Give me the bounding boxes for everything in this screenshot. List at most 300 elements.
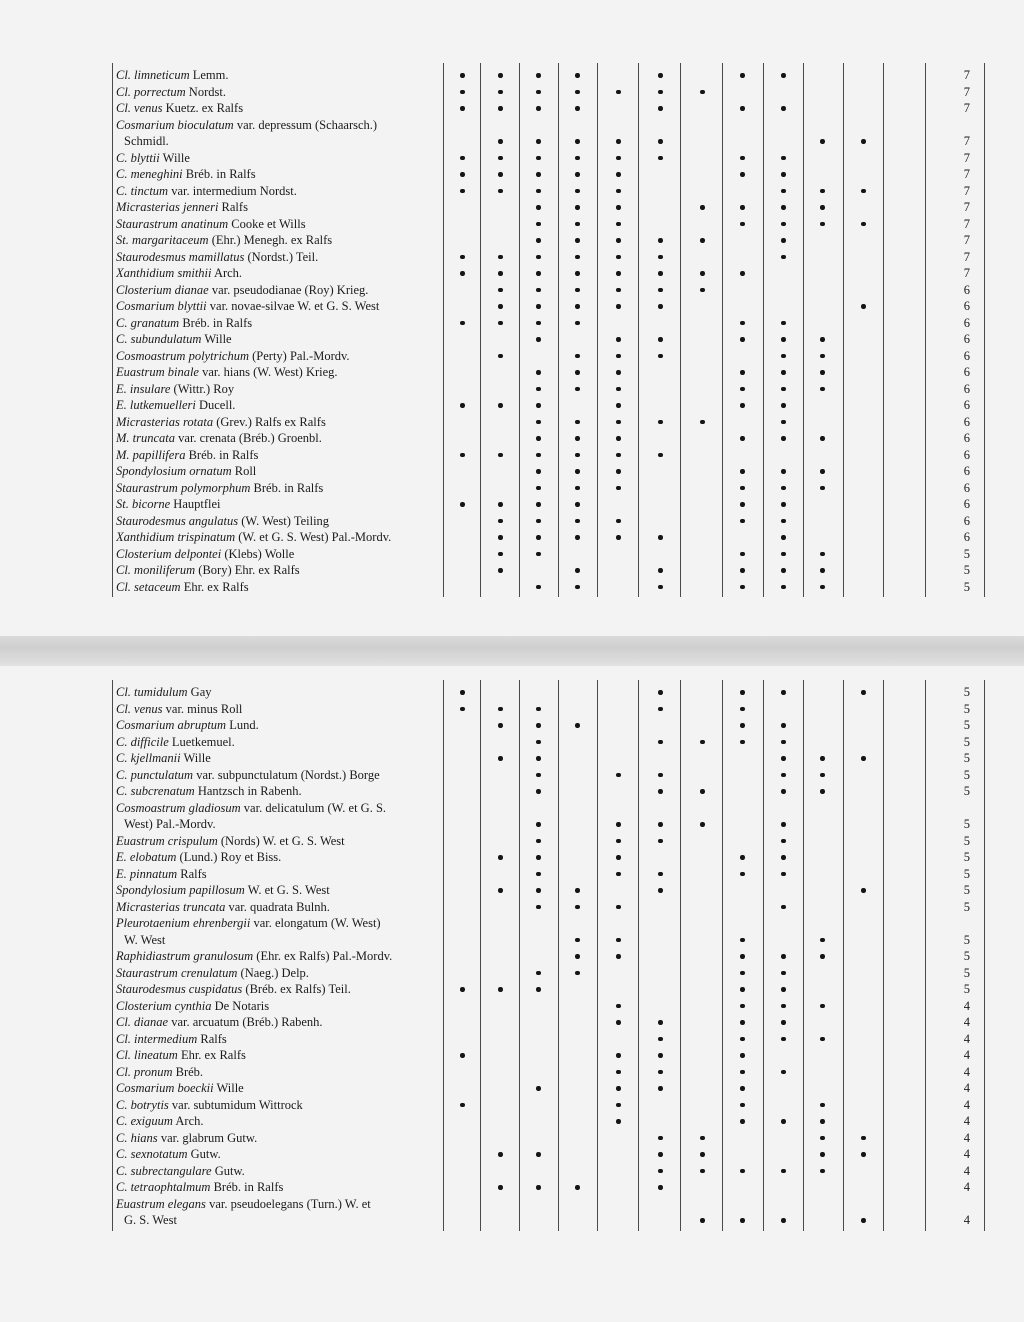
occurrence-dot: [861, 1152, 866, 1157]
occurrence-dot: [575, 172, 580, 177]
species-binomial: C. hians: [116, 1130, 158, 1145]
occurrence-dot: [820, 1004, 825, 1009]
occurrence-dot: [536, 172, 541, 177]
species-name: [116, 1064, 441, 1081]
occurrence-dot: [820, 1119, 825, 1124]
table-row: [0, 1047, 1024, 1064]
species-name: [116, 232, 441, 249]
occurrence-dot: [658, 271, 663, 276]
occurrence-dot: [460, 321, 465, 326]
occurrence-dot: [616, 839, 621, 844]
occurrence-count: 6: [963, 414, 970, 429]
occurrence-dot: [740, 222, 745, 227]
occurrence-dot: [861, 1218, 866, 1223]
species-authority: (Nords) W. et G. S. West: [220, 833, 345, 848]
table-row: [0, 998, 1024, 1015]
occurrence-dot: [700, 90, 705, 95]
occurrence-dot: [820, 387, 825, 392]
species-name: [116, 1097, 441, 1114]
occurrence-dot: [616, 238, 621, 243]
occurrence-dot: [536, 552, 541, 557]
occurrence-dot: [575, 905, 580, 910]
occurrence-dot: [781, 1037, 786, 1042]
table-row: [0, 849, 1024, 866]
page-top-sheet: [0, 0, 1024, 636]
occurrence-dot: [616, 205, 621, 210]
species-authority: Arch.: [175, 1114, 204, 1128]
species-name: [116, 1080, 441, 1097]
table-row: [0, 882, 1024, 899]
species-authority: (W. West) Teiling: [241, 513, 330, 528]
species-name: [116, 882, 441, 899]
occurrence-count: 6: [963, 348, 970, 363]
occurrence-dot: [740, 205, 745, 210]
occurrence-dot: [616, 354, 621, 359]
species-authority: var. pseudodianae (Roy) Krieg.: [211, 282, 369, 297]
species-binomial: C. punctulatum: [116, 767, 194, 782]
occurrence-dot: [536, 888, 541, 893]
species-binomial: C. subundulatum: [116, 332, 202, 346]
occurrence-count: 4: [963, 998, 970, 1013]
species-name: [116, 915, 441, 932]
occurrence-dot: [658, 73, 663, 78]
occurrence-dot: [616, 420, 621, 425]
occurrence-count: 5: [963, 734, 970, 749]
occurrence-count: 4: [963, 1015, 970, 1029]
occurrence-dot: [781, 855, 786, 860]
species-name: [116, 414, 441, 431]
occurrence-count: 4: [963, 1097, 970, 1112]
occurrence-dot: [536, 288, 541, 293]
occurrence-dot: [460, 1053, 465, 1058]
species-name: [116, 397, 441, 414]
table-row: [0, 1097, 1024, 1114]
occurrence-dot: [700, 420, 705, 425]
species-name: [116, 1014, 441, 1031]
occurrence-dot: [658, 740, 663, 745]
occurrence-dot: [575, 205, 580, 210]
occurrence-dot: [781, 773, 786, 778]
species-name: [116, 463, 441, 480]
species-name: [116, 579, 441, 596]
occurrence-dot: [740, 723, 745, 728]
species-authority: var. pseudoelegans (Turn.) W. et: [209, 1196, 371, 1211]
species-authority: (Nordst.) Teil.: [247, 249, 319, 264]
table-row: [0, 282, 1024, 299]
occurrence-dot: [820, 1152, 825, 1157]
occurrence-dot: [781, 839, 786, 844]
occurrence-count: 4: [963, 1180, 970, 1194]
species-authority: Bréb. in Ralfs: [182, 315, 253, 330]
occurrence-count: 7: [963, 200, 970, 214]
occurrence-dot: [616, 855, 621, 860]
occurrence-dot: [740, 436, 745, 441]
species-binomial: Staurodesmus cuspidatus: [116, 982, 243, 996]
species-name: [116, 965, 441, 982]
occurrence-dot: [820, 789, 825, 794]
species-authority: var. subtumidum Wittrock: [171, 1097, 303, 1112]
species-name: [116, 717, 441, 734]
occurrence-dot: [740, 1218, 745, 1223]
occurrence-count: 7: [963, 68, 970, 82]
species-authority: Ralfs: [180, 866, 207, 881]
species-binomial: Euastrum binale: [116, 365, 199, 379]
occurrence-dot: [460, 90, 465, 95]
occurrence-dot: [536, 469, 541, 474]
occurrence-dot: [616, 304, 621, 309]
table-row: [0, 965, 1024, 982]
occurrence-dot: [575, 954, 580, 959]
occurrence-dot: [536, 905, 541, 910]
occurrence-dot: [536, 420, 541, 425]
occurrence-dot: [781, 535, 786, 540]
occurrence-dot: [575, 420, 580, 425]
occurrence-dot: [820, 938, 825, 943]
species-authority: var. minus Roll: [165, 701, 243, 716]
species-authority: Bréb. in Ralfs: [188, 447, 259, 462]
species-binomial: Closterium delpontei: [116, 546, 222, 561]
species-name: [116, 67, 441, 84]
occurrence-dot: [740, 585, 745, 590]
species-name: [116, 381, 441, 398]
occurrence-dot: [700, 740, 705, 745]
species-authority: Bréb. in Ralfs: [253, 480, 324, 495]
occurrence-dot: [740, 387, 745, 392]
species-authority: Lemm.: [192, 68, 229, 82]
occurrence-dot: [536, 773, 541, 778]
table-row: [0, 1146, 1024, 1163]
occurrence-dot: [781, 1020, 786, 1025]
occurrence-dot: [658, 453, 663, 458]
species-name: [116, 298, 441, 315]
occurrence-dot: [781, 872, 786, 877]
occurrence-dot: [498, 288, 503, 293]
species-authority: (Klebs) Wolle: [224, 546, 295, 561]
table-row: [0, 734, 1024, 751]
occurrence-dot: [658, 822, 663, 827]
occurrence-dot: [536, 585, 541, 590]
species-authority: Luetkemuel.: [171, 734, 235, 749]
species-name: [116, 480, 441, 497]
occurrence-count: 4: [963, 1130, 970, 1145]
species-name: [116, 282, 441, 299]
species-authority: Arch.: [213, 266, 243, 280]
occurrence-count: 6: [963, 315, 970, 330]
occurrence-dot: [460, 106, 465, 111]
occurrence-dot: [781, 1070, 786, 1075]
occurrence-dot: [498, 156, 503, 161]
occurrence-dot: [820, 1136, 825, 1141]
occurrence-dot: [781, 255, 786, 260]
occurrence-dot: [781, 172, 786, 177]
table-row: [0, 546, 1024, 563]
table-row: [0, 1212, 1024, 1229]
occurrence-dot: [658, 106, 663, 111]
occurrence-dot: [536, 139, 541, 144]
occurrence-dot: [740, 502, 745, 507]
table-row: [0, 562, 1024, 579]
occurrence-dot: [575, 585, 580, 590]
occurrence-dot: [536, 222, 541, 227]
occurrence-dot: [781, 189, 786, 194]
table-row: [0, 249, 1024, 266]
species-binomial: Cl. dianae: [116, 1015, 169, 1029]
occurrence-dot: [536, 370, 541, 375]
occurrence-dot: [740, 469, 745, 474]
species-binomial: Micrasterias truncata: [116, 899, 226, 914]
occurrence-dot: [700, 789, 705, 794]
species-authority: (Naeg.) Delp.: [240, 965, 309, 980]
species-binomial: Cl. intermedium: [116, 1031, 198, 1046]
occurrence-dot: [740, 872, 745, 877]
occurrence-dot: [575, 486, 580, 491]
species-name: [116, 546, 441, 563]
occurrence-dot: [575, 453, 580, 458]
species-authority: (Bréb. ex Ralfs) Teil.: [245, 982, 351, 996]
table-row: [0, 1031, 1024, 1048]
occurrence-count: 6: [963, 398, 970, 412]
occurrence-count: 6: [963, 299, 970, 313]
species-name: [116, 1047, 441, 1064]
occurrence-dot: [536, 740, 541, 745]
species-authority: De Notaris: [214, 998, 270, 1013]
occurrence-dot: [781, 73, 786, 78]
occurrence-dot: [616, 90, 621, 95]
species-authority: Lund.: [229, 718, 259, 732]
species-binomial: Cosmarium blyttii: [116, 299, 207, 313]
table-row: [0, 899, 1024, 916]
species-binomial: C. exiguum: [116, 1114, 173, 1128]
occurrence-dot: [700, 822, 705, 827]
occurrence-dot: [740, 73, 745, 78]
occurrence-dot: [781, 552, 786, 557]
table-row: [0, 496, 1024, 513]
occurrence-dot: [575, 723, 580, 728]
occurrence-dot: [498, 1185, 503, 1190]
species-authority: (Perty) Pal.-Mordv.: [252, 348, 350, 363]
occurrence-dot: [658, 888, 663, 893]
occurrence-dot: [616, 519, 621, 524]
occurrence-count: 4: [963, 1213, 970, 1227]
occurrence-dot: [820, 1037, 825, 1042]
species-authority: Nordst.: [188, 84, 226, 99]
occurrence-dot: [658, 872, 663, 877]
occurrence-dot: [498, 552, 503, 557]
species-name: [116, 513, 441, 530]
occurrence-dot: [536, 872, 541, 877]
occurrence-dot: [740, 690, 745, 695]
species-name: [116, 767, 441, 784]
occurrence-dot: [740, 987, 745, 992]
occurrence-count: 6: [963, 332, 970, 346]
occurrence-dot: [740, 172, 745, 177]
species-binomial: C. granatum: [116, 315, 180, 330]
table-row: [0, 529, 1024, 546]
occurrence-dot: [740, 1004, 745, 1009]
species-authority: (Wittr.) Roy: [173, 381, 235, 396]
species-authority: (Ehr. ex Ralfs) Pal.-Mordv.: [256, 949, 393, 963]
species-name: [116, 447, 441, 464]
occurrence-count: 7: [963, 216, 970, 231]
species-binomial: Micrasterias jenneri: [116, 200, 219, 214]
occurrence-dot: [616, 370, 621, 375]
occurrence-dot: [781, 987, 786, 992]
occurrence-count: 5: [963, 982, 970, 996]
occurrence-dot: [460, 987, 465, 992]
occurrence-dot: [658, 304, 663, 309]
species-authority: var. delicatulum (W. et G. S.: [243, 800, 387, 815]
species-authority: var. subpunctulatum (Nordst.) Borge: [196, 767, 380, 782]
occurrence-dot: [536, 321, 541, 326]
occurrence-count: 5: [963, 817, 970, 831]
occurrence-dot: [740, 271, 745, 276]
species-authority: (Ehr.) Menegh. ex Ralfs: [211, 233, 333, 247]
occurrence-count: 5: [963, 718, 970, 732]
species-authority: Cooke et Wills: [231, 216, 306, 231]
occurrence-dot: [781, 403, 786, 408]
occurrence-dot: [740, 1086, 745, 1091]
occurrence-dot: [820, 585, 825, 590]
species-authority: W. et G. S. West: [247, 883, 330, 897]
species-name: [116, 816, 449, 833]
species-name: [116, 1031, 441, 1048]
species-name: [116, 899, 441, 916]
occurrence-dot: [658, 1136, 663, 1141]
occurrence-dot: [575, 73, 580, 78]
occurrence-dot: [740, 321, 745, 326]
occurrence-dot: [658, 288, 663, 293]
table-row: [0, 1179, 1024, 1196]
occurrence-dot: [616, 156, 621, 161]
occurrence-count: 5: [963, 767, 970, 782]
occurrence-dot: [781, 354, 786, 359]
species-binomial: C. meneghini: [116, 167, 183, 181]
occurrence-dot: [616, 773, 621, 778]
occurrence-dot: [575, 436, 580, 441]
occurrence-dot: [820, 552, 825, 557]
occurrence-dot: [536, 789, 541, 794]
occurrence-dot: [575, 888, 580, 893]
occurrence-count: 5: [963, 850, 970, 864]
occurrence-dot: [658, 1086, 663, 1091]
species-authority: Schmidl.: [124, 134, 169, 148]
occurrence-count: 4: [963, 1147, 970, 1161]
species-name: [116, 849, 441, 866]
occurrence-dot: [740, 403, 745, 408]
occurrence-dot: [536, 486, 541, 491]
occurrence-dot: [536, 271, 541, 276]
occurrence-dot: [575, 238, 580, 243]
occurrence-count: 7: [963, 167, 970, 181]
occurrence-count: 6: [963, 480, 970, 495]
occurrence-count: 5: [963, 751, 970, 765]
species-binomial: Cl. moniliferum: [116, 563, 196, 577]
occurrence-dot: [700, 1152, 705, 1157]
occurrence-dot: [861, 304, 866, 309]
occurrence-dot: [781, 954, 786, 959]
species-name: [116, 348, 441, 365]
occurrence-dot: [658, 585, 663, 590]
occurrence-dot: [536, 1185, 541, 1190]
table-row: [0, 414, 1024, 431]
occurrence-dot: [861, 888, 866, 893]
occurrence-dot: [861, 756, 866, 761]
table-row: [0, 133, 1024, 150]
occurrence-dot: [536, 156, 541, 161]
species-name: [116, 364, 441, 381]
occurrence-dot: [700, 288, 705, 293]
occurrence-dot: [616, 905, 621, 910]
species-authority: Kuetz. ex Ralfs: [165, 101, 244, 115]
table-row: [0, 166, 1024, 183]
occurrence-count: 6: [963, 431, 970, 445]
occurrence-count: 6: [963, 530, 970, 544]
occurrence-dot: [820, 1169, 825, 1174]
table-row: [0, 84, 1024, 101]
species-authority: Wille: [183, 751, 211, 765]
occurrence-dot: [616, 189, 621, 194]
occurrence-count: 5: [963, 899, 970, 914]
occurrence-dot: [781, 469, 786, 474]
occurrence-dot: [575, 321, 580, 326]
occurrence-dot: [658, 238, 663, 243]
occurrence-dot: [740, 568, 745, 573]
occurrence-dot: [781, 321, 786, 326]
species-binomial: C. botrytis: [116, 1097, 169, 1112]
occurrence-dot: [781, 723, 786, 728]
species-authority: Ralfs: [200, 1031, 227, 1046]
occurrence-dot: [740, 1053, 745, 1058]
occurrence-dot: [498, 106, 503, 111]
occurrence-dot: [616, 387, 621, 392]
occurrence-dot: [740, 156, 745, 161]
page-fold-gap: [0, 636, 1024, 666]
table-row: [0, 447, 1024, 464]
occurrence-dot: [460, 156, 465, 161]
occurrence-dot: [498, 519, 503, 524]
occurrence-count: 4: [963, 1031, 970, 1046]
occurrence-dot: [616, 436, 621, 441]
occurrence-dot: [498, 139, 503, 144]
occurrence-dot: [536, 106, 541, 111]
occurrence-dot: [616, 938, 621, 943]
species-authority: G. S. West: [124, 1213, 177, 1227]
occurrence-dot: [498, 502, 503, 507]
occurrence-dot: [460, 189, 465, 194]
species-name: [116, 166, 441, 183]
occurrence-dot: [575, 387, 580, 392]
species-authority: Ehr. ex Ralfs: [180, 1048, 246, 1062]
table-row: [0, 750, 1024, 767]
occurrence-dot: [536, 337, 541, 342]
occurrence-dot: [781, 585, 786, 590]
occurrence-dot: [575, 288, 580, 293]
occurrence-dot: [536, 855, 541, 860]
occurrence-dot: [616, 1119, 621, 1124]
species-authority: Hantzsch in Rabenh.: [197, 784, 302, 798]
occurrence-dot: [658, 420, 663, 425]
occurrence-count: 7: [963, 134, 970, 148]
occurrence-dot: [740, 971, 745, 976]
table-row: [0, 430, 1024, 447]
occurrence-dot: [616, 453, 621, 458]
species-binomial: C. tinctum: [116, 183, 169, 198]
occurrence-dot: [460, 73, 465, 78]
species-name: [116, 981, 441, 998]
occurrence-dot: [820, 337, 825, 342]
occurrence-dot: [460, 690, 465, 695]
occurrence-dot: [740, 486, 745, 491]
